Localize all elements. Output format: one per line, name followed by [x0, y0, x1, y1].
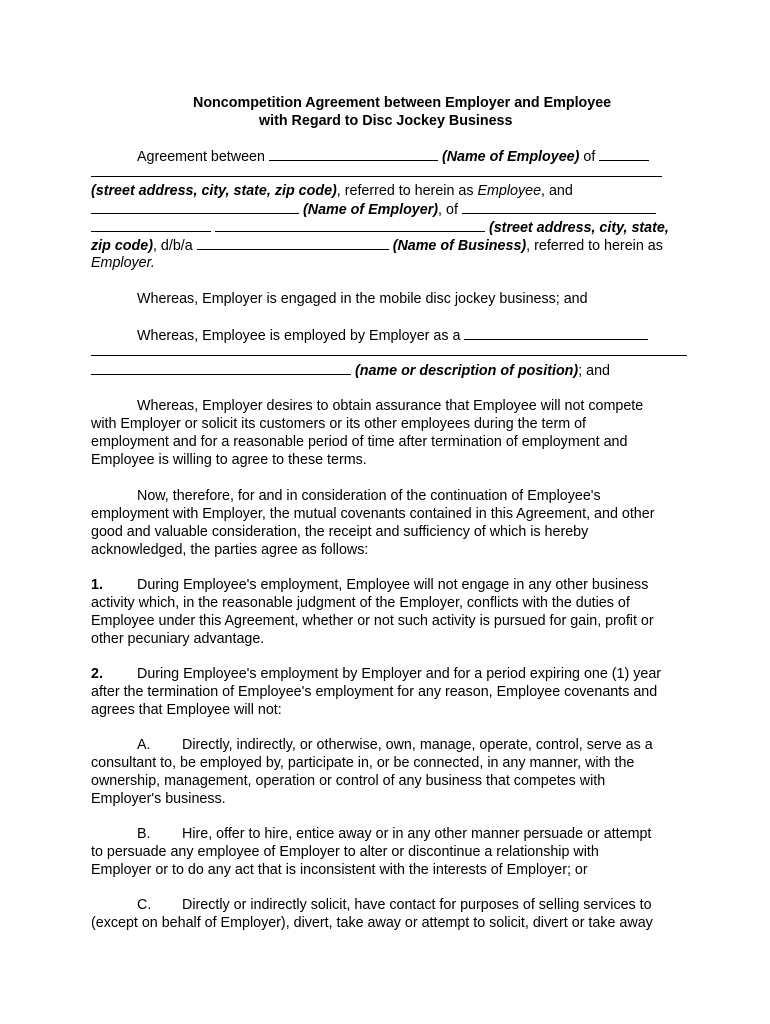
- street-address-label-2a: (street address, city, state,: [488, 220, 669, 236]
- item-b-letter: B.: [137, 826, 151, 842]
- section-1-number: 1.: [91, 577, 103, 593]
- position-desc-label: (name or description of position): [354, 363, 579, 379]
- item-b-line-2: to persuade any employee of Employer to alter or discontinue a relationship with: [91, 844, 599, 860]
- employee-name-blank[interactable]: [269, 147, 438, 161]
- section-1-line-3: Employee under this Agreement, whether or not such activity is pursued for gain, profit or: [91, 613, 654, 629]
- section-2-line-3: agrees that Employee will not:: [91, 702, 282, 718]
- item-b-line-3: Employer or to do any act that is inconsistent with the interests of Employer; or: [91, 862, 588, 878]
- item-a-line-1: Directly, indirectly, or otherwise, own, manage, operate, control, serve as a: [182, 737, 653, 753]
- position-and-text: ; and: [578, 363, 610, 379]
- section-2-line-2: after the termination of Employee's employment for any reason, Employee covenants and: [91, 684, 658, 700]
- whereas-3-line-4: Employee is willing to agree to these terms.: [91, 452, 367, 468]
- employer-address-blank-1[interactable]: [462, 200, 656, 214]
- business-name-blank[interactable]: [197, 236, 389, 250]
- intro-line-4: [91, 200, 656, 219]
- item-c-line-2: (except on behalf of Employer), divert, take away or attempt to solicit, divert or take away: [91, 915, 653, 931]
- of-text-2: , of: [438, 202, 458, 218]
- employer-address-blank-3[interactable]: [215, 218, 485, 232]
- whereas-3-line-1: Whereas, Employer desires to obtain assurance that Employee will not compete: [137, 398, 644, 414]
- section-1-line-2: activity which, in the reasonable judgment of the Employer, conflicts with the duties of: [91, 595, 630, 611]
- agreement-between-text: Agreement between: [137, 149, 265, 165]
- street-address-label-1: (street address, city, state, zip code): [91, 183, 337, 199]
- employee-address-blank-1[interactable]: [599, 147, 649, 161]
- dba-text: , d/b/a: [152, 238, 193, 254]
- street-address-label-2b: zip code): [91, 238, 153, 254]
- item-c-letter: C.: [137, 897, 152, 913]
- now-therefore-line-2: employment with Employer, the mutual covenants contained in this Agreement, and other: [91, 506, 655, 522]
- item-c-line-1: Directly or indirectly solicit, have contact for purposes of selling services to: [182, 897, 652, 913]
- now-therefore-line-3: good and valuable consideration, the receipt and sufficiency of which is hereby: [91, 524, 589, 540]
- item-a-letter: A.: [137, 737, 151, 753]
- employer-word: Employer.: [91, 255, 155, 271]
- position-blank-1[interactable]: [464, 326, 648, 340]
- employee-address-blank-2[interactable]: [91, 163, 662, 177]
- name-of-employee-label: (Name of Employee): [441, 149, 580, 165]
- position-blank-3[interactable]: [91, 361, 351, 375]
- item-a-line-3: ownership, management, operation or control of any business that competes with: [91, 773, 606, 789]
- referred-employee-text: , referred to herein as: [336, 183, 478, 199]
- section-1-line-4: other pecuniary advantage.: [91, 631, 265, 647]
- section-2-line-1: During Employee's employment by Employer and for a period expiring one (1) year: [137, 666, 662, 682]
- title-line-1: Noncompetition Agreement between Employer and Employee: [193, 95, 612, 111]
- whereas-2-text: Whereas, Employee is employed by Employer as a: [137, 328, 461, 344]
- section-2-number: 2.: [91, 666, 103, 682]
- name-of-employer-label: (Name of Employer): [302, 202, 439, 218]
- of-text-1: of: [583, 149, 596, 165]
- position-line: [91, 361, 610, 380]
- now-therefore-line-4: acknowledged, the parties agree as follows:: [91, 542, 369, 558]
- intro-line-5: [91, 218, 669, 237]
- whereas-3-line-2: with Employer or solicit its customers or its other employees during the term of: [91, 416, 587, 432]
- item-a-line-2: consultant to, be employed by, participate in, or be connected, in any manner, with the: [91, 755, 635, 771]
- now-therefore-line-1: Now, therefore, for and in consideration of the continuation of Employee's: [137, 488, 601, 504]
- intro-line-6: [91, 236, 663, 255]
- item-b-line-1: Hire, offer to hire, entice away or in any other manner persuade or attempt: [182, 826, 652, 842]
- item-a-line-4: Employer's business.: [91, 791, 226, 807]
- intro-line-3: [91, 182, 573, 200]
- name-of-business-label: (Name of Business): [392, 238, 527, 254]
- position-blank-line: [91, 342, 687, 361]
- employer-address-blank-2[interactable]: [91, 218, 211, 232]
- title-line-2: with Regard to Disc Jockey Business: [259, 113, 513, 129]
- whereas-3-line-3: employment and for a reasonable period of time after termination of employment and: [91, 434, 628, 450]
- employee-word: Employee: [477, 183, 542, 199]
- employer-name-blank[interactable]: [91, 200, 299, 214]
- intro-blank-line: [91, 163, 662, 182]
- referred-employer-text: , referred to herein as: [526, 238, 663, 254]
- and-text: , and: [541, 183, 573, 199]
- whereas-1: Whereas, Employer is engaged in the mobile disc jockey business; and: [137, 291, 588, 307]
- position-blank-2[interactable]: [91, 342, 687, 356]
- section-1-line-1: During Employee's employment, Employee will not engage in any other business: [137, 577, 649, 593]
